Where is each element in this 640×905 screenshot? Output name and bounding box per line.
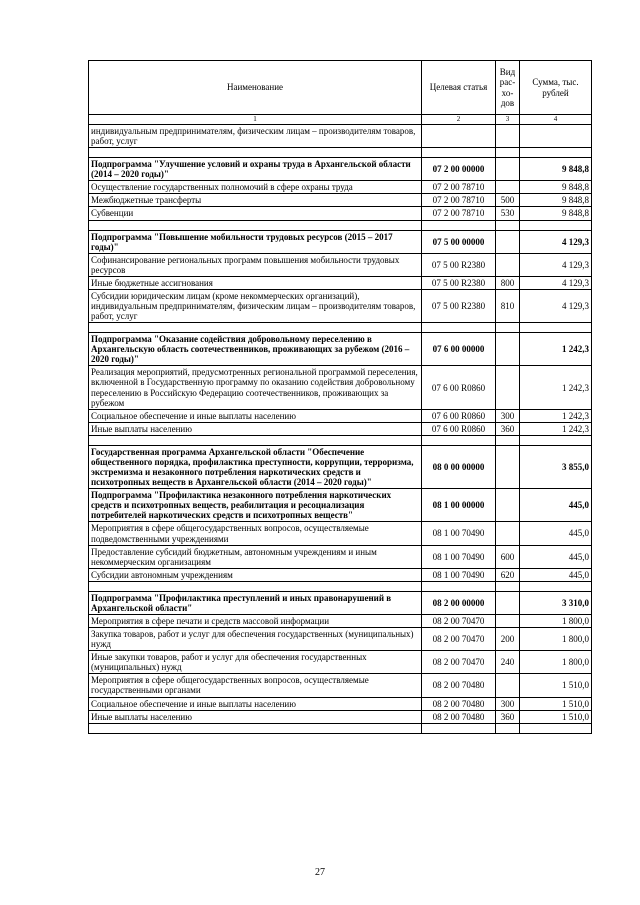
cell-target-article: 08 2 00 70480 bbox=[422, 674, 496, 697]
cell-expense-type: 300 bbox=[496, 697, 520, 710]
spacer-cell bbox=[496, 323, 520, 333]
cell-expense-type: 800 bbox=[496, 276, 520, 289]
cell-name: Реализация мероприятий, предусмотренных региональной программой переселения, включенной в Государственную программу по оказанию содействия добровольному переселению в Российскую Федерацию соотечественников, проживающих за рубежом bbox=[89, 366, 422, 409]
spacer-cell bbox=[422, 220, 496, 230]
spacer-cell bbox=[496, 148, 520, 158]
column-index: 3 bbox=[496, 115, 520, 125]
cell-amount: 3 310,0 bbox=[520, 591, 592, 614]
spacer-cell bbox=[496, 723, 520, 733]
table-row bbox=[89, 207, 592, 220]
table-row bbox=[89, 230, 592, 253]
cell-expense-type: 240 bbox=[496, 651, 520, 674]
cell-name: Софинансирование региональных программ повышения мобильности трудовых ресурсов bbox=[89, 253, 422, 276]
cell-amount: 445,0 bbox=[520, 489, 592, 522]
cell-amount: 445,0 bbox=[520, 545, 592, 568]
cell-expense-type bbox=[496, 125, 520, 148]
spacer-cell bbox=[520, 435, 592, 445]
cell-amount: 4 129,3 bbox=[520, 289, 592, 322]
spacer-cell bbox=[496, 220, 520, 230]
cell-target-article bbox=[422, 125, 496, 148]
cell-target-article: 08 2 00 70480 bbox=[422, 710, 496, 723]
cell-target-article: 07 5 00 00000 bbox=[422, 230, 496, 253]
cell-target-article: 07 6 00 R0860 bbox=[422, 409, 496, 422]
table-row bbox=[89, 276, 592, 289]
cell-target-article: 07 6 00 R0860 bbox=[422, 366, 496, 409]
header-amount: Сумма, тыс. рублей bbox=[520, 61, 592, 115]
cell-name: Субвенции bbox=[89, 207, 422, 220]
cell-expense-type: 620 bbox=[496, 568, 520, 581]
cell-amount: 4 129,3 bbox=[520, 276, 592, 289]
column-index: 2 bbox=[422, 115, 496, 125]
cell-expense-type: 200 bbox=[496, 628, 520, 651]
table-row bbox=[89, 253, 592, 276]
cell-expense-type: 360 bbox=[496, 710, 520, 723]
cell-target-article: 07 2 00 78710 bbox=[422, 181, 496, 194]
cell-target-article: 07 5 00 R2380 bbox=[422, 276, 496, 289]
header-expense-type: Вид рас-хо-дов bbox=[496, 61, 520, 115]
cell-expense-type bbox=[496, 522, 520, 545]
cell-amount: 1 510,0 bbox=[520, 674, 592, 697]
spacer-row bbox=[89, 220, 592, 230]
table-body bbox=[89, 125, 592, 734]
column-index: 4 bbox=[520, 115, 592, 125]
spacer-cell bbox=[422, 148, 496, 158]
cell-expense-type bbox=[496, 674, 520, 697]
cell-amount: 445,0 bbox=[520, 568, 592, 581]
cell-name: Государственная программа Архангельской области "Обеспечение общественного порядка, профилактика преступности, коррупции, терроризма, экстремизма и незаконного потребления наркотических средств и психотропных веществ в Архангельской области (2014 – 2020 годы)" bbox=[89, 445, 422, 488]
cell-target-article: 08 1 00 70490 bbox=[422, 568, 496, 581]
spacer-row bbox=[89, 723, 592, 733]
cell-name: Предоставление субсидий бюджетным, автономным учреждениям и иным некоммерческим организациям bbox=[89, 545, 422, 568]
cell-name: Мероприятия в сфере печати и средств массовой информации bbox=[89, 614, 422, 627]
spacer-cell bbox=[520, 148, 592, 158]
column-index: 1 bbox=[89, 115, 422, 125]
cell-amount: 9 848,8 bbox=[520, 194, 592, 207]
cell-name: индивидуальным предпринимателям, физическим лицам – производителям товаров, работ, услуг bbox=[89, 125, 422, 148]
cell-target-article: 08 1 00 00000 bbox=[422, 489, 496, 522]
cell-target-article: 08 2 00 70470 bbox=[422, 628, 496, 651]
cell-expense-type: 600 bbox=[496, 545, 520, 568]
cell-name: Закупка товаров, работ и услуг для обеспечения государственных (муниципальных) нужд bbox=[89, 628, 422, 651]
cell-amount: 1 510,0 bbox=[520, 697, 592, 710]
spacer-cell bbox=[520, 581, 592, 591]
table-row bbox=[89, 289, 592, 322]
spacer-cell bbox=[89, 323, 422, 333]
spacer-cell bbox=[422, 723, 496, 733]
cell-expense-type bbox=[496, 333, 520, 366]
cell-name: Мероприятия в сфере общегосударственных вопросов, осуществляемые подведомственными учреждениями bbox=[89, 522, 422, 545]
cell-amount: 1 242,3 bbox=[520, 409, 592, 422]
table-row bbox=[89, 628, 592, 651]
column-index-row bbox=[89, 115, 592, 125]
cell-expense-type bbox=[496, 181, 520, 194]
cell-amount: 1 242,3 bbox=[520, 422, 592, 435]
cell-amount: 1 242,3 bbox=[520, 366, 592, 409]
cell-expense-type: 300 bbox=[496, 409, 520, 422]
cell-amount: 9 848,8 bbox=[520, 158, 592, 181]
spacer-cell bbox=[520, 323, 592, 333]
cell-expense-type bbox=[496, 614, 520, 627]
cell-name: Мероприятия в сфере общегосударственных вопросов, осуществляемые государственными органами bbox=[89, 674, 422, 697]
cell-expense-type bbox=[496, 366, 520, 409]
page-number: 27 bbox=[315, 867, 325, 878]
cell-target-article: 08 2 00 70480 bbox=[422, 697, 496, 710]
cell-target-article: 07 2 00 78710 bbox=[422, 194, 496, 207]
cell-name: Межбюджетные трансферты bbox=[89, 194, 422, 207]
table-row bbox=[89, 522, 592, 545]
cell-expense-type: 500 bbox=[496, 194, 520, 207]
spacer-cell bbox=[89, 148, 422, 158]
table-row bbox=[89, 366, 592, 409]
header-target-article: Целевая статья bbox=[422, 61, 496, 115]
table-row bbox=[89, 194, 592, 207]
cell-target-article: 08 2 00 70470 bbox=[422, 651, 496, 674]
spacer-cell bbox=[422, 435, 496, 445]
cell-amount: 4 129,3 bbox=[520, 253, 592, 276]
cell-amount: 9 848,8 bbox=[520, 181, 592, 194]
budget-table bbox=[88, 60, 592, 734]
table-row bbox=[89, 591, 592, 614]
spacer-cell bbox=[89, 220, 422, 230]
table-row bbox=[89, 674, 592, 697]
cell-amount: 9 848,8 bbox=[520, 207, 592, 220]
cell-expense-type bbox=[496, 445, 520, 488]
cell-target-article: 07 5 00 R2380 bbox=[422, 289, 496, 322]
table-row bbox=[89, 409, 592, 422]
spacer-cell bbox=[496, 581, 520, 591]
table-row bbox=[89, 158, 592, 181]
spacer-cell bbox=[89, 723, 422, 733]
table-row bbox=[89, 125, 592, 148]
cell-target-article: 07 6 00 R0860 bbox=[422, 422, 496, 435]
cell-name: Осуществление государственных полномочий в сфере охраны труда bbox=[89, 181, 422, 194]
spacer-row bbox=[89, 581, 592, 591]
table-row bbox=[89, 614, 592, 627]
cell-amount: 4 129,3 bbox=[520, 230, 592, 253]
table-row bbox=[89, 697, 592, 710]
cell-name: Иные бюджетные ассигнования bbox=[89, 276, 422, 289]
cell-expense-type bbox=[496, 230, 520, 253]
cell-expense-type bbox=[496, 591, 520, 614]
cell-target-article: 08 1 00 70490 bbox=[422, 522, 496, 545]
cell-target-article: 08 1 00 70490 bbox=[422, 545, 496, 568]
cell-name: Социальное обеспечение и иные выплаты населению bbox=[89, 697, 422, 710]
cell-expense-type bbox=[496, 158, 520, 181]
table-row bbox=[89, 710, 592, 723]
cell-amount: 1 800,0 bbox=[520, 651, 592, 674]
cell-amount bbox=[520, 125, 592, 148]
cell-name: Иные выплаты населению bbox=[89, 422, 422, 435]
cell-name: Иные выплаты населению bbox=[89, 710, 422, 723]
table-header bbox=[89, 61, 592, 125]
cell-expense-type bbox=[496, 253, 520, 276]
cell-amount: 1 800,0 bbox=[520, 628, 592, 651]
cell-target-article: 08 2 00 00000 bbox=[422, 591, 496, 614]
cell-name: Подпрограмма "Профилактика преступлений и иных правонарушений в Архангельской области" bbox=[89, 591, 422, 614]
cell-expense-type: 360 bbox=[496, 422, 520, 435]
spacer-cell bbox=[422, 323, 496, 333]
cell-name: Подпрограмма "Оказание содействия добровольному переселению в Архангельскую область соотечественников, проживающих за рубежом (2016 – 2020 годы)" bbox=[89, 333, 422, 366]
cell-name: Субсидии юридическим лицам (кроме некоммерческих организаций), индивидуальным предпринимателям, физическим лицам – производителям товаров, работ, услуг bbox=[89, 289, 422, 322]
spacer-row bbox=[89, 148, 592, 158]
cell-name: Иные закупки товаров, работ и услуг для обеспечения государственных (муниципальных) нужд bbox=[89, 651, 422, 674]
cell-target-article: 08 2 00 70470 bbox=[422, 614, 496, 627]
spacer-row bbox=[89, 323, 592, 333]
cell-name: Подпрограмма "Профилактика незаконного потребления наркотических средств и психотропных веществ, реабилитация и ресоциализация потребителей наркотических средств и психотропных веществ" bbox=[89, 489, 422, 522]
cell-amount: 445,0 bbox=[520, 522, 592, 545]
cell-target-article: 07 6 00 00000 bbox=[422, 333, 496, 366]
spacer-row bbox=[89, 435, 592, 445]
cell-target-article: 07 2 00 78710 bbox=[422, 207, 496, 220]
cell-target-article: 07 5 00 R2380 bbox=[422, 253, 496, 276]
cell-name: Подпрограмма "Повышение мобильности трудовых ресурсов (2015 – 2017 годы)" bbox=[89, 230, 422, 253]
header-name: Наименование bbox=[89, 61, 422, 115]
spacer-cell bbox=[496, 435, 520, 445]
cell-amount: 3 855,0 bbox=[520, 445, 592, 488]
spacer-cell bbox=[520, 220, 592, 230]
table-row bbox=[89, 651, 592, 674]
table-row bbox=[89, 445, 592, 488]
cell-target-article: 07 2 00 00000 bbox=[422, 158, 496, 181]
spacer-cell bbox=[422, 581, 496, 591]
cell-amount: 1 800,0 bbox=[520, 614, 592, 627]
cell-name: Субсидии автономным учреждениям bbox=[89, 568, 422, 581]
table-row bbox=[89, 333, 592, 366]
cell-expense-type: 530 bbox=[496, 207, 520, 220]
cell-expense-type bbox=[496, 489, 520, 522]
table-row bbox=[89, 422, 592, 435]
cell-name: Социальное обеспечение и иные выплаты населению bbox=[89, 409, 422, 422]
cell-amount: 1 242,3 bbox=[520, 333, 592, 366]
table-row bbox=[89, 181, 592, 194]
table-row bbox=[89, 489, 592, 522]
spacer-cell bbox=[89, 581, 422, 591]
cell-amount: 1 510,0 bbox=[520, 710, 592, 723]
table-row bbox=[89, 545, 592, 568]
cell-expense-type: 810 bbox=[496, 289, 520, 322]
cell-name: Подпрограмма "Улучшение условий и охраны труда в Архангельской области (2014 – 2020 годы)" bbox=[89, 158, 422, 181]
table-row bbox=[89, 568, 592, 581]
spacer-cell bbox=[520, 723, 592, 733]
cell-target-article: 08 0 00 00000 bbox=[422, 445, 496, 488]
spacer-cell bbox=[89, 435, 422, 445]
